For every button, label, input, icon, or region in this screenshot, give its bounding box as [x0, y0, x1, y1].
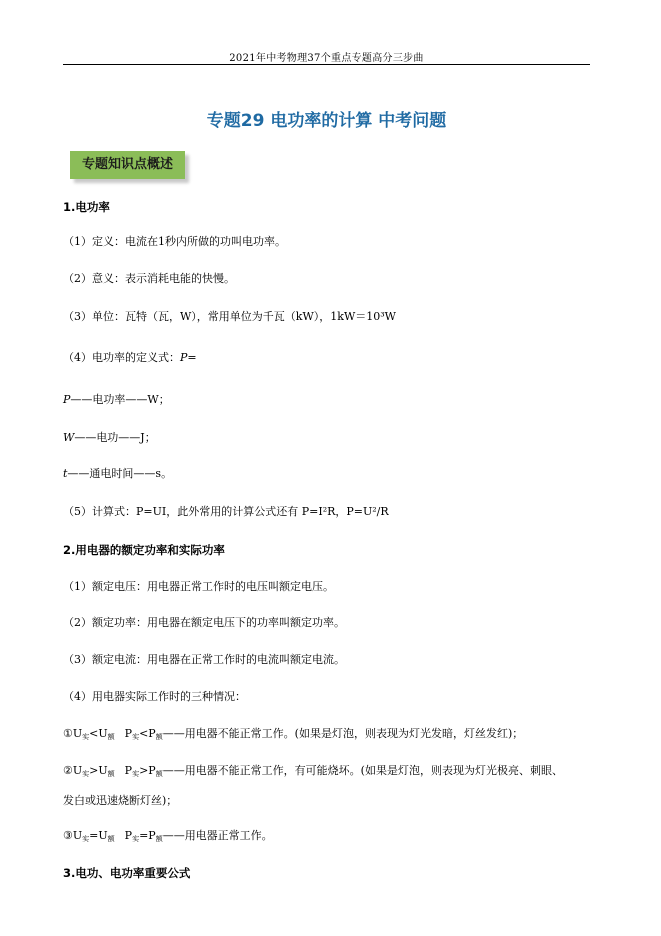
- case-2-sub-actual: 实: [82, 770, 90, 778]
- case-3-op: =U: [89, 829, 108, 842]
- def-work-symbol: W: [63, 431, 75, 444]
- def-work: [63, 431, 156, 445]
- section1-heading: 1.电功率: [63, 200, 110, 214]
- case-1: [63, 727, 523, 744]
- s1-line2: （2）意义：表示消耗电能的快慢。: [63, 272, 235, 285]
- header-rule: [63, 64, 590, 65]
- case-1-sub-rated-p: 额: [155, 733, 163, 741]
- def-time: [63, 467, 172, 481]
- def-work-text: ——电功——J；: [74, 431, 156, 444]
- case-3-op2: =P: [139, 829, 156, 842]
- def-time-symbol: t: [63, 467, 68, 480]
- case-1-text: ——用电器不能正常工作。(如果是灯泡，则表现为灯光发暗，灯丝发红)；: [162, 727, 524, 740]
- case-3-sub-actual: 实: [82, 835, 90, 843]
- s1-line4-text: （4）电功率的定义式：: [63, 351, 180, 364]
- case-3-sub-rated: 额: [107, 835, 115, 843]
- section3-heading: 3.电功、电功率重要公式: [63, 866, 191, 880]
- case-3-text: ——用电器正常工作。: [162, 829, 273, 842]
- section-badge-label: 专题知识点概述: [81, 157, 173, 172]
- def-power-symbol: P: [63, 393, 71, 406]
- def-power: [63, 393, 170, 407]
- case-3-u: U: [72, 829, 83, 842]
- s1-line1: （1）定义：电流在1秒内所做的功叫电功率。: [63, 235, 286, 248]
- def-time-text: ——通电时间——s。: [67, 467, 173, 480]
- section2-heading: 2.用电器的额定功率和实际功率: [63, 543, 225, 557]
- case-2-u: U: [72, 764, 83, 777]
- case-1-number: ①: [63, 727, 73, 740]
- case-3: [63, 829, 273, 846]
- def-power-text: ——电功率——W；: [70, 393, 170, 406]
- case-2-p: P: [124, 764, 133, 777]
- section-badge: [70, 151, 185, 179]
- case-2-sub-rated: 额: [107, 770, 115, 778]
- case-2-sub-rated-p: 额: [155, 770, 163, 778]
- case-2-sub-actual-p: 实: [132, 770, 140, 778]
- case-3-sub-rated-p: 额: [155, 835, 163, 843]
- s1-line4: [63, 351, 197, 365]
- case-2-continued: 发白或迅速烧断灯丝)；: [63, 794, 178, 807]
- case-2: [63, 764, 563, 781]
- page-header: 2021年中考物理37个重点专题高分三步曲: [229, 53, 424, 64]
- s2-line3: （3）额定电流：用电器在正常工作时的电流叫额定电流。: [63, 653, 345, 666]
- case-1-sub-actual-p: 实: [132, 733, 140, 741]
- s2-line4: （4）用电器实际工作时的三种情况：: [63, 690, 246, 703]
- case-1-op2: <P: [139, 727, 156, 740]
- case-1-op: <U: [89, 727, 108, 740]
- case-2-number: ②: [63, 764, 73, 777]
- s1-line5: （5）计算式：P=UI，此外常用的计算公式还有 P=I²R，P=U²/R: [63, 505, 389, 518]
- case-2-text: ——用电器不能正常工作，有可能烧坏。(如果是灯泡，则表现为灯光极亮、刺眼、: [162, 764, 563, 777]
- case-3-sub-actual-p: 实: [132, 835, 140, 843]
- case-1-u: U: [72, 727, 83, 740]
- case-2-op: >U: [89, 764, 108, 777]
- case-1-p: P: [124, 727, 133, 740]
- s2-line1: （1）额定电压：用电器正常工作时的电压叫额定电压。: [63, 580, 334, 593]
- s2-line2: （2）额定功率：用电器在额定电压下的功率叫额定功率。: [63, 616, 345, 629]
- case-1-sub-rated: 额: [107, 733, 115, 741]
- case-3-number: ③: [63, 829, 73, 842]
- power-formula: P=: [180, 351, 197, 364]
- page-title: 专题29 电功率的计算 中考问题: [206, 111, 447, 131]
- case-2-op2: >P: [139, 764, 156, 777]
- s1-line3: （3）单位：瓦特（瓦，W），常用单位为千瓦（kW），1kW＝10³W: [63, 310, 396, 323]
- case-3-p: P: [124, 829, 133, 842]
- case-1-sub-actual: 实: [82, 733, 90, 741]
